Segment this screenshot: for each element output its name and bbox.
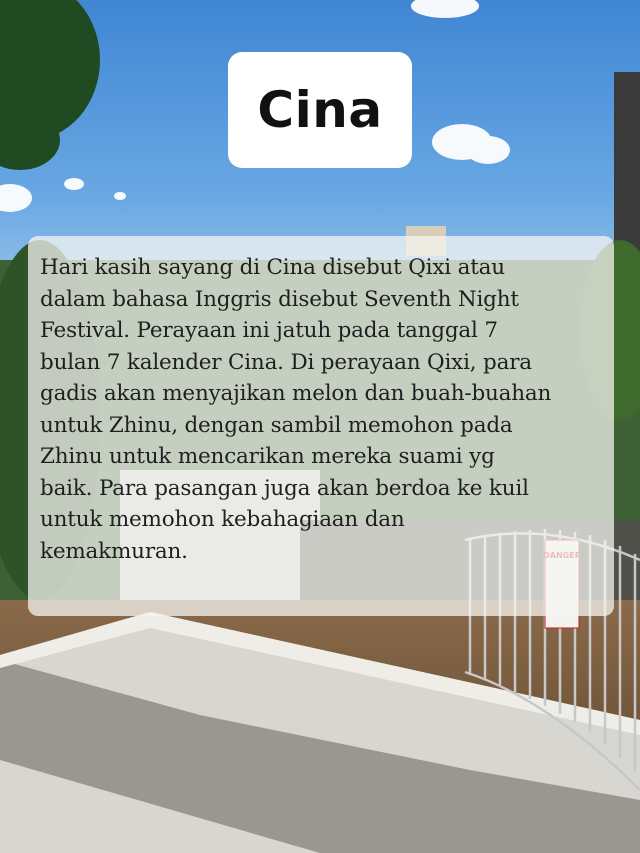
title-card bbox=[228, 52, 412, 168]
text-panel bbox=[28, 236, 614, 616]
page-title: Cina bbox=[257, 81, 383, 139]
body-paragraph: Hari kasih sayang di Cina disebut Qixi atau dalam bahasa Inggris disebut Seventh Night Festival. Perayaan ini jatuh pada tanggal 7 bulan 7 kalender Cina. Di perayaan Qixi, para gadis akan menyajikan melon dan buah-buahan untuk Zhinu, dengan sambil memohon pada Zhinu untuk mencarikan mereka suami yg baik. Para pasangan juga akan berdoa ke kuil untuk memohon kebahagiaan dan kemakmuran. bbox=[40, 255, 552, 564]
